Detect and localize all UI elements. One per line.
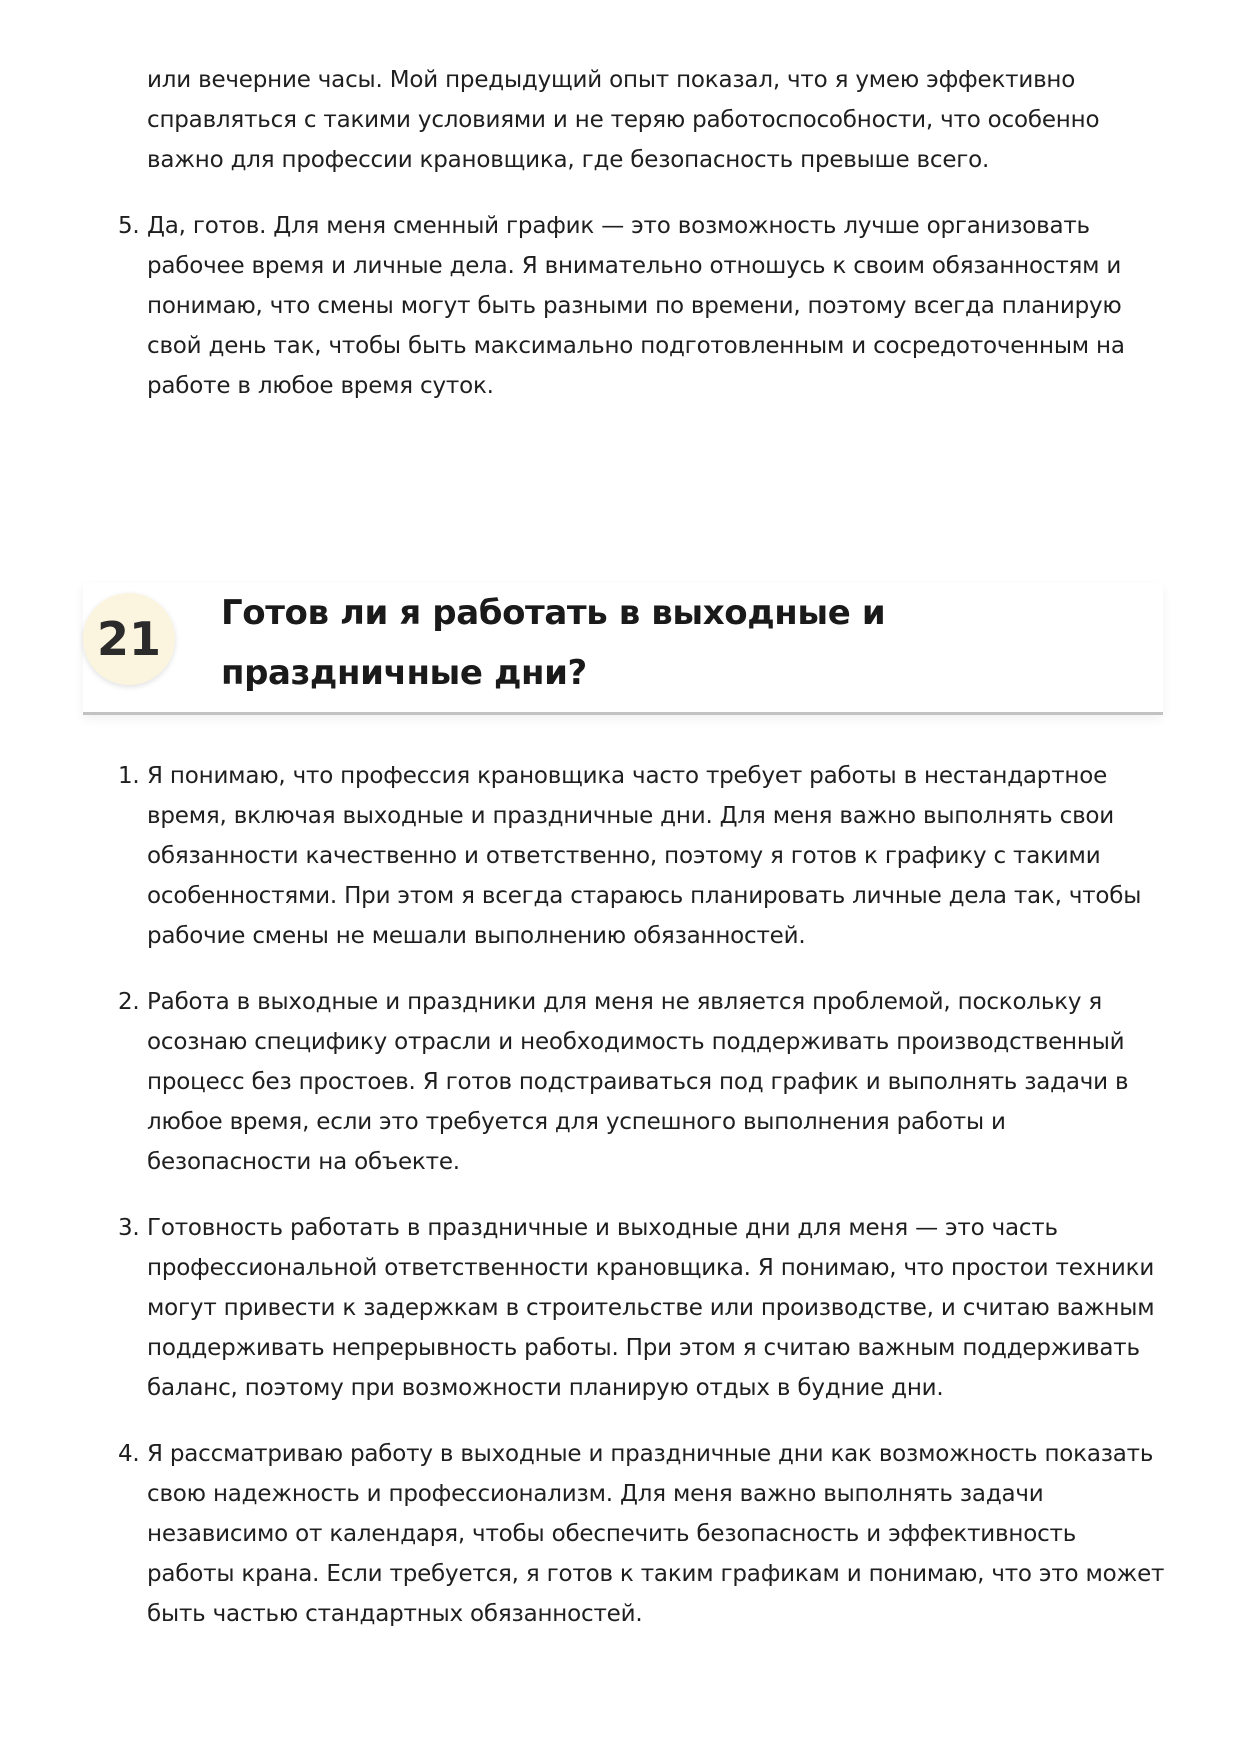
answer-number: 5. xyxy=(118,213,140,239)
answer-text: Готовность работать в праздничные и выходные дни для меня — это часть профессиональной ответственности крановщика. Я понимаю, что простои техники могут привести к задержкам в строительстве или производстве, и считаю важным поддерживать непрерывность работы. При этом я считаю важным поддерживать баланс, поэтому при возможности планирую отдых в будние дни. xyxy=(147,1215,1155,1401)
answer-item xyxy=(0,756,1239,956)
section-answers xyxy=(0,756,1239,1660)
answer-number: 2. xyxy=(118,989,140,1015)
answer-number: 3. xyxy=(118,1215,140,1241)
continued-paragraph: или вечерние часы. Мой предыдущий опыт показал, что я умею эффективно справляться с такими условиями и не теряю работоспособности, что особенно важно для профессии крановщика, где безопасность превыше всего. xyxy=(147,67,1100,173)
section-header xyxy=(83,583,1163,715)
section-number-badge: 21 xyxy=(83,593,175,685)
section-title: Готов ли я работать в выходные и праздничные дни? xyxy=(221,593,886,693)
answer-text: Да, готов. Для меня сменный график — это возможность лучше организовать рабочее время и личные дела. Я внимательно отношусь к своим обязанностям и понимаю, что смены могут быть разными по времени, поэтому всегда планирую свой день так, чтобы быть максимально подготовленным и сосредоточенным на работе в любое время суток. xyxy=(147,213,1125,399)
answer-text: Я рассматриваю работу в выходные и праздничные дни как возможность показать свою надежность и профессионализм. Для меня важно выполнять задачи независимо от календаря, чтобы обеспечить безопасность и эффективность работы крана. Если требуется, я готов к таким графикам и понимаю, что это может быть частью стандартных обязанностей. xyxy=(147,1441,1165,1627)
answer-list xyxy=(0,756,1239,1634)
answer-item xyxy=(0,1208,1239,1408)
answer-number: 4. xyxy=(118,1441,140,1467)
previous-section-tail xyxy=(0,60,1239,432)
answer-text: Я понимаю, что профессия крановщика часто требует работы в нестандартное время, включая выходные и праздничные дни. Для меня важно выполнять свои обязанности качественно и ответственно, поэтому я готов к графику с такими особенностями. При этом я всегда стараюсь планировать личные дела так, чтобы рабочие смены не мешали выполнению обязанностей. xyxy=(147,763,1142,949)
answer-item xyxy=(0,982,1239,1182)
answer-number: 1. xyxy=(118,763,140,789)
answer-text: Работа в выходные и праздники для меня не является проблемой, поскольку я осознаю специфику отрасли и необходимость поддерживать производственный процесс без простоев. Я готов подстраиваться под график и выполнять задачи в любое время, если это требуется для успешного выполнения работы и безопасности на объекте. xyxy=(147,989,1129,1175)
answer-item xyxy=(0,1434,1239,1634)
previous-answer-list xyxy=(0,206,1239,406)
answer-item xyxy=(0,206,1239,406)
